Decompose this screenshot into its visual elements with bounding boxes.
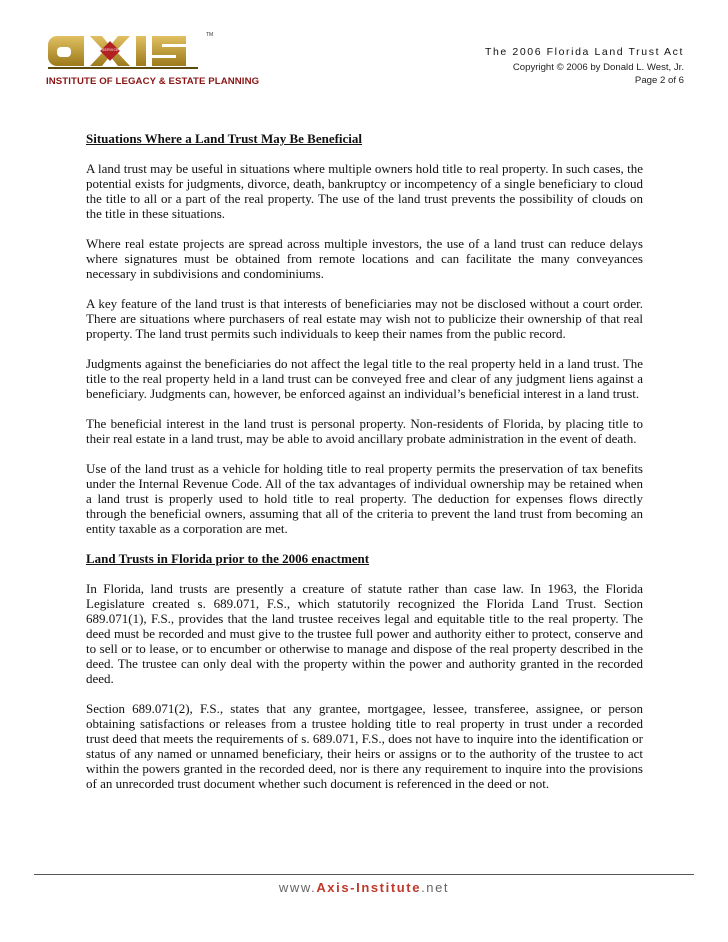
page-header xyxy=(0,0,728,110)
paragraph: In Florida, land trusts are presently a creature of statute rather than case law. In 1963, the Florida Legislature created s. 689.071, F.S., which statutorily recognized the Florida Land Trust. Section 689.071(1), F.S., provides that the land trustee receives legal and equitable title to the real property. The deed must be recorded and must give to the trustee full power and authority either to protect, conserve and to sell or to lease, or to encumber or otherwise to manage and dispose of the real property described in the deed. The trustee can only deal with the property within the power and authority granted in the recorded deed. xyxy=(86,581,643,686)
logo-badge-text: SERVICE xyxy=(102,48,119,52)
axis-logo xyxy=(46,30,260,92)
logo-trademark: TM xyxy=(206,32,214,38)
paragraph: A key feature of the land trust is that interests of beneficiaries may not be disclosed without a court order. There are situations where purchasers of real estate may wish not to publicize their ownership of that real property. The land trust permits such individuals to keep their names from the public record. xyxy=(86,296,643,341)
logo-tagline: INSTITUTE OF LEGACY & ESTATE PLANNING xyxy=(46,76,260,87)
page-number: Page 2 of 6 xyxy=(634,75,684,86)
section-heading: Land Trusts in Florida prior to the 2006 enactment xyxy=(86,551,370,566)
footer-url[interactable] xyxy=(0,880,728,895)
document-title: The 2006 Florida Land Trust Act xyxy=(484,46,684,58)
paragraph: Where real estate projects are spread across multiple investors, the use of a land trust can reduce delays where signatures must be obtained from remote locations and can facilitate the many conveyances necessary in subdivisions and condominiums. xyxy=(86,236,643,281)
paragraph: Use of the land trust as a vehicle for holding title to real property permits the preservation of tax benefits under the Internal Revenue Code. All of the tax advantages of individual ownership may be retained when a land trust is properly used to hold title to real property. The deduction for expenses flows directly through the beneficial owners, assuming that all of the criteria to prevent the land trust from becoming an entity taxable as a corporation are met. xyxy=(86,461,643,536)
header-info xyxy=(485,46,684,86)
footer-divider xyxy=(34,874,694,875)
document-body xyxy=(86,131,643,806)
section-florida-prior-2006 xyxy=(86,551,643,791)
footer-url-brand: Axis-Institute xyxy=(316,880,422,895)
section-heading: Situations Where a Land Trust May Be Beneficial xyxy=(86,131,363,146)
section-beneficial-situations xyxy=(86,131,643,536)
footer-url-prefix: www. xyxy=(278,880,317,895)
paragraph: Section 689.071(2), F.S., states that any grantee, mortgagee, lessee, transferee, assignee, or person obtaining satisfactions or releases from a trustee holding title to real property in trust under a recorded trust deed that meets the requirements of s. 689.071, F.S., does not have to inquire into the identification or status of any named or unnamed beneficiary, their heirs or assigns or to the authority of the trustee to act within the powers granted in the recorded deed, nor is there any requirement to inquire into the provisions of an unrecorded trust document whether such document is referenced in the deed or not. xyxy=(86,701,643,791)
paragraph: A land trust may be useful in situations where multiple owners hold title to real property. In such cases, the potential exists for judgments, divorce, death, bankruptcy or incompetency of a single beneficiary to cloud the title to all or a part of the real property. The use of the land trust prevents the possibility of clouds on the title in these situations. xyxy=(86,161,643,221)
copyright-notice: Copyright © 2006 by Donald L. West, Jr. xyxy=(512,62,684,73)
paragraph: The beneficial interest in the land trust is personal property. Non-residents of Florida, by placing title to their real estate in a land trust, may be able to avoid ancillary probate administration in the event of death. xyxy=(86,416,643,446)
axis-logo-icon xyxy=(46,30,226,70)
footer-url-suffix: .net xyxy=(421,880,450,895)
paragraph: Judgments against the beneficiaries do not affect the legal title to the real property held in a land trust. The title to the real property held in a land trust can be conveyed free and clear of any judgment liens against a beneficiary. Judgments can, however, be enforced against an individual’s beneficial interest in a land trust. xyxy=(86,356,643,401)
